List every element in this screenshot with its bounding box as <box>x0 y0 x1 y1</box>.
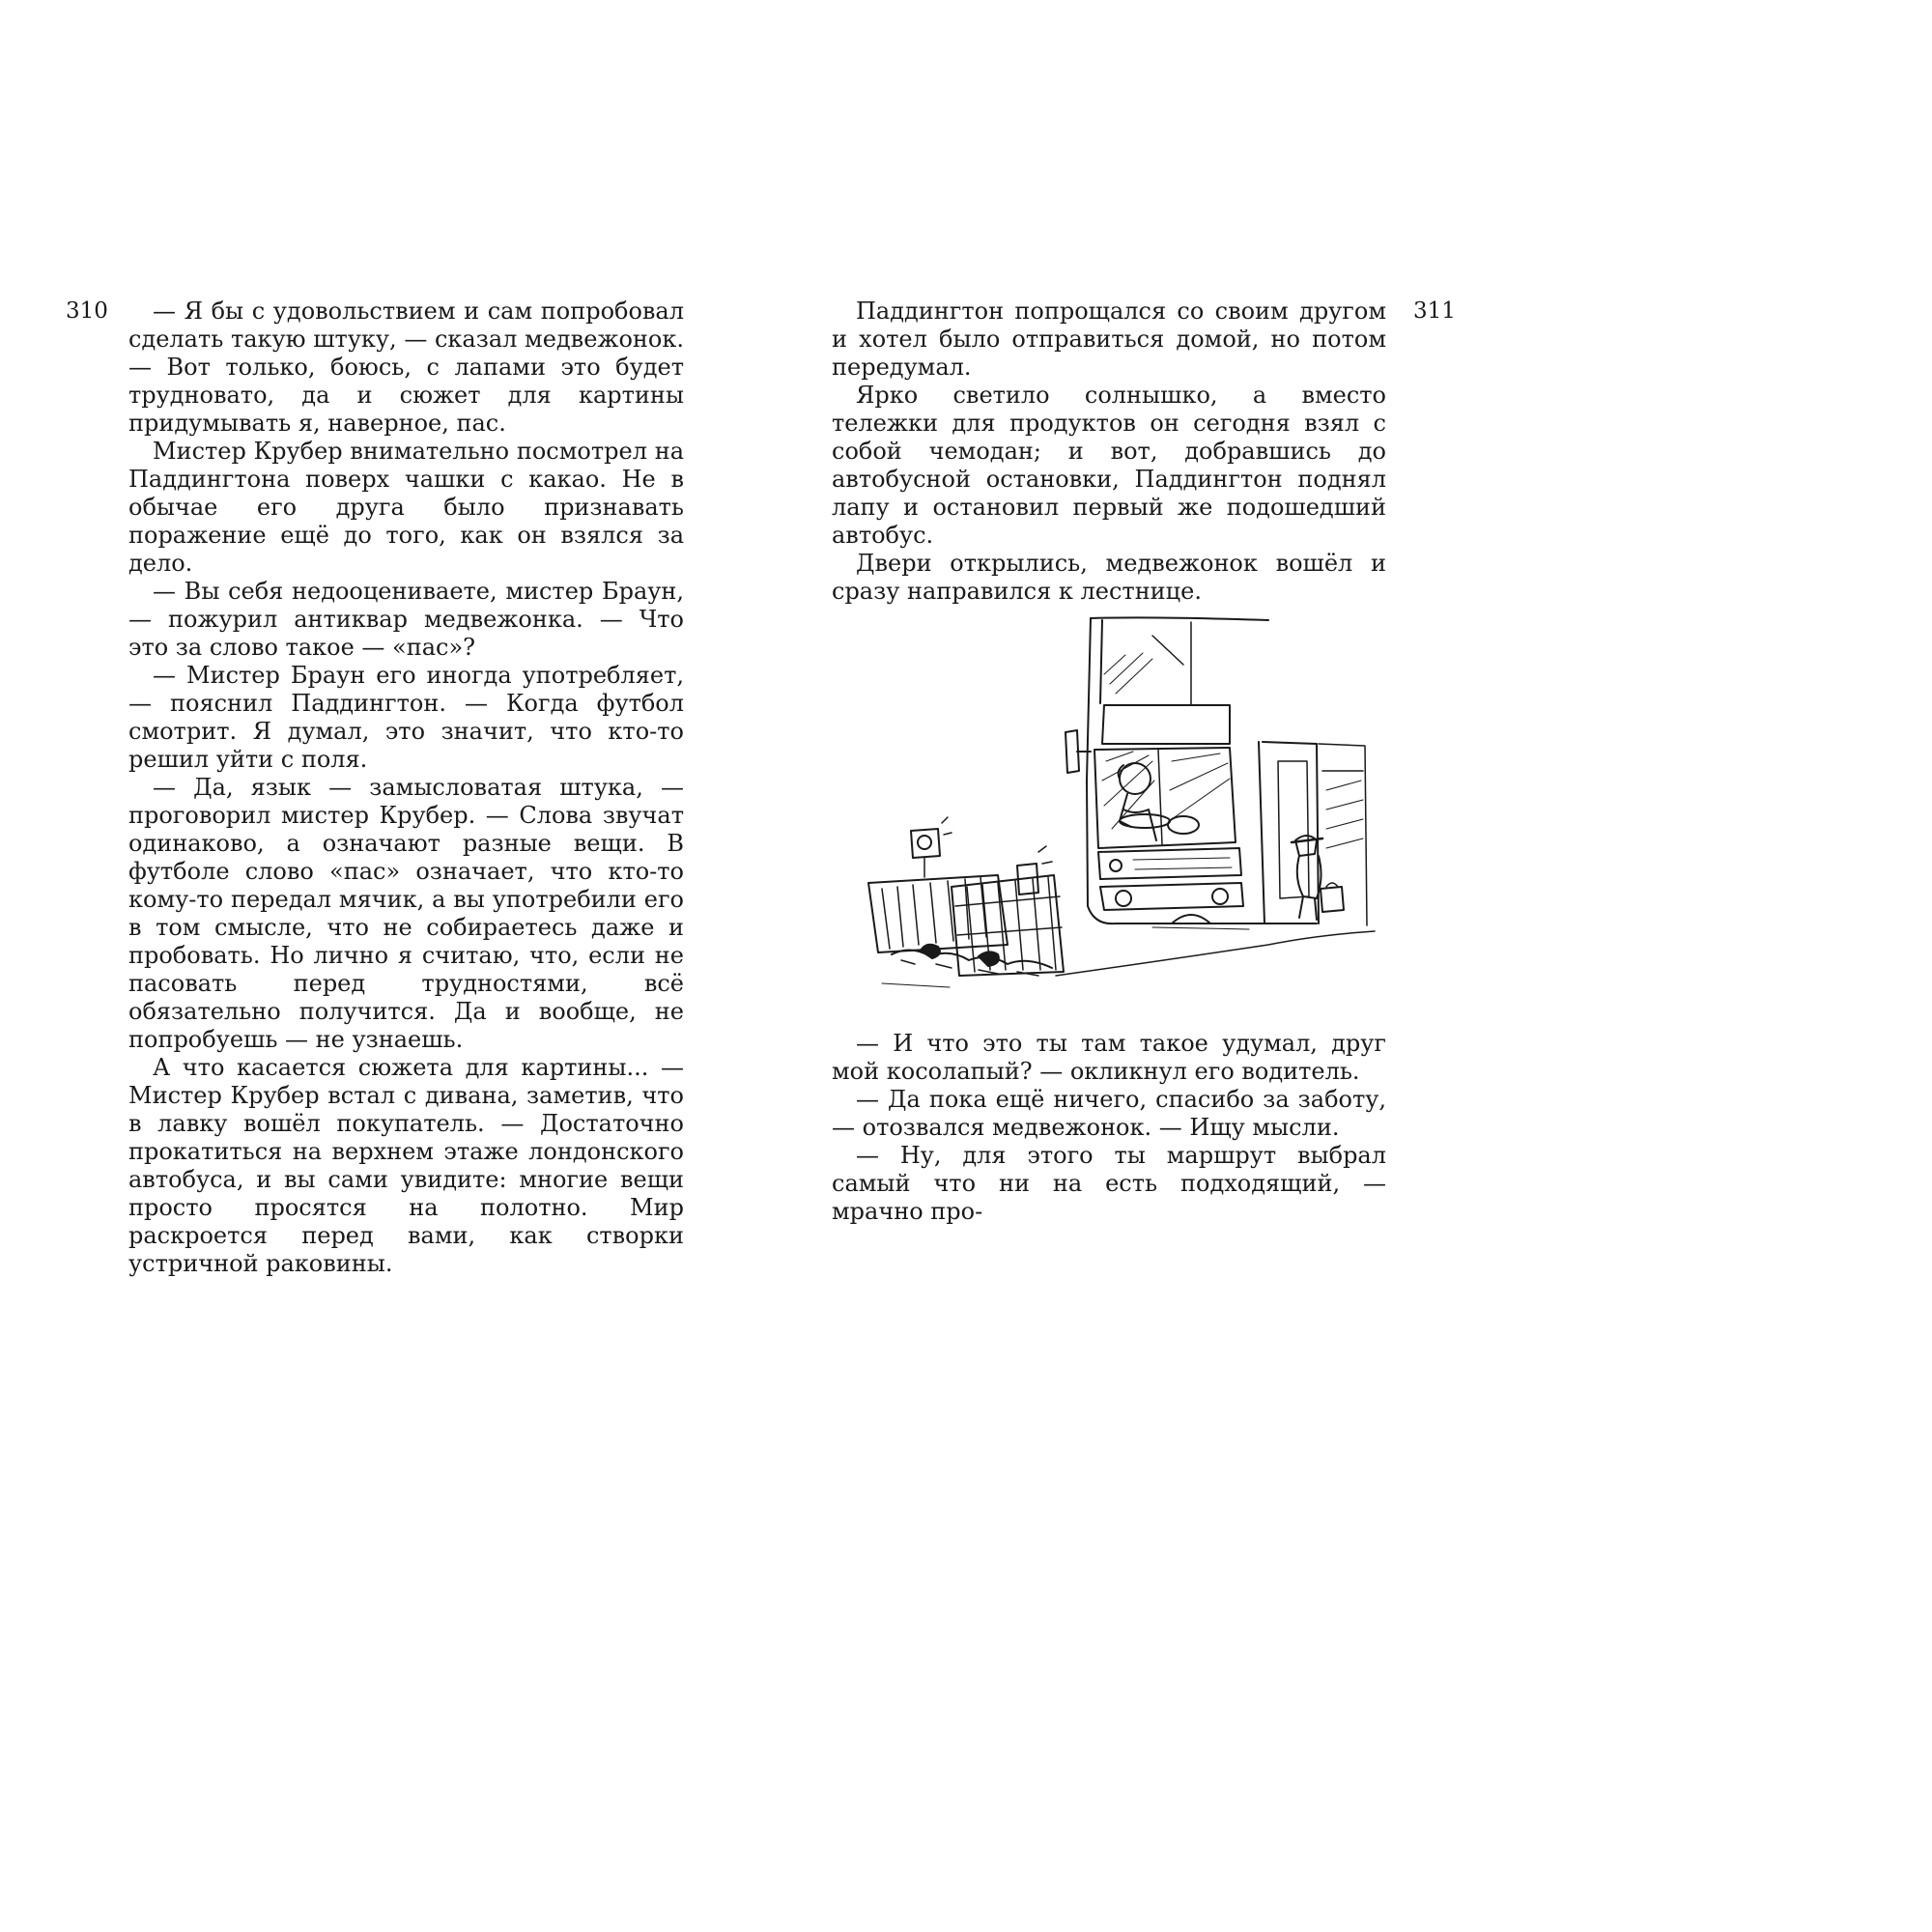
paragraph: — Мистер Браун его иногда употребляет, — пояснил Паддингтон. — Когда футбол смотрит. Я думал, это значит, что кто-то решил уйти с поля. <box>128 662 684 773</box>
paragraph: Паддингтон попрощался со своим другом и хотел было отправиться домой, но потом передумал. <box>832 298 1386 381</box>
paragraph: — Да пока ещё ничего, спасибо за заботу, — отозвался медвежонок. — Ищу мысли. <box>832 1086 1386 1141</box>
paragraph: — Ну, для этого ты маршрут выбрал самый что ни на есть подходящий, — мрачно про- <box>832 1142 1386 1225</box>
paragraph: Двери открылись, медвежонок вошёл и сразу направился к лестнице. <box>832 550 1386 605</box>
paragraph: А что касается сюжета для картины... — Мистер Крубер встал с дивана, заметив, что в лавку вошёл покупатель. — Достаточно прокатиться на верхнем этаже лондонского автобуса, и вы сами увидите: многие вещи просто просятся на полотно. Мир раскроется перед вами, как створки устричной раковины. <box>128 1054 684 1277</box>
page-number-left: 310 <box>66 298 108 324</box>
paragraph: Мистер Крубер внимательно посмотрел на Паддингтона поверх чашки с какао. Не в обычае его друга было признавать поражение ещё до того, как он взялся за дело. <box>128 438 684 577</box>
paragraph: — Вы себя недооцениваете, мистер Браун, — пожурил антиквар медвежонка. — Что это за слово такое — «пас»? <box>128 578 684 661</box>
page-number-right: 311 <box>1413 298 1456 324</box>
left-page-text <box>128 298 684 1278</box>
bus-illustration <box>863 616 1384 995</box>
paragraph: — Я бы с удовольствием и сам попробовал сделать такую штуку, — сказал медвежонок. — Вот только, боюсь, с лапами это будет трудновато, да и сюжет для картины придумывать я, наверное, пас. <box>128 298 684 437</box>
right-page-text-top <box>832 298 1386 606</box>
paragraph: Ярко светило солнышко, а вместо тележки для продуктов он сегодня взял с собой чемодан; и вот, добравшись до автобусной остановки, Паддингтон поднял лапу и остановил первый же подошедший автобус. <box>832 382 1386 549</box>
right-page-text-bottom <box>832 1030 1386 1226</box>
paragraph: — Да, язык — замысловатая штука, — проговорил мистер Крубер. — Слова звучат одинаково, а означают разные вещи. В футболе слово «пас» означает, что кто-то кому-то передал мячик, а вы употребили его в том смысле, что не собираетесь даже и пробовать. Но лично я считаю, что, если не пасовать перед трудностями, всё обязательно получится. Да и вообще, не попробуешь — не узнаешь. <box>128 774 684 1053</box>
paragraph: — И что это ты там такое удумал, друг мой косолапый? — окликнул его водитель. <box>832 1030 1386 1085</box>
